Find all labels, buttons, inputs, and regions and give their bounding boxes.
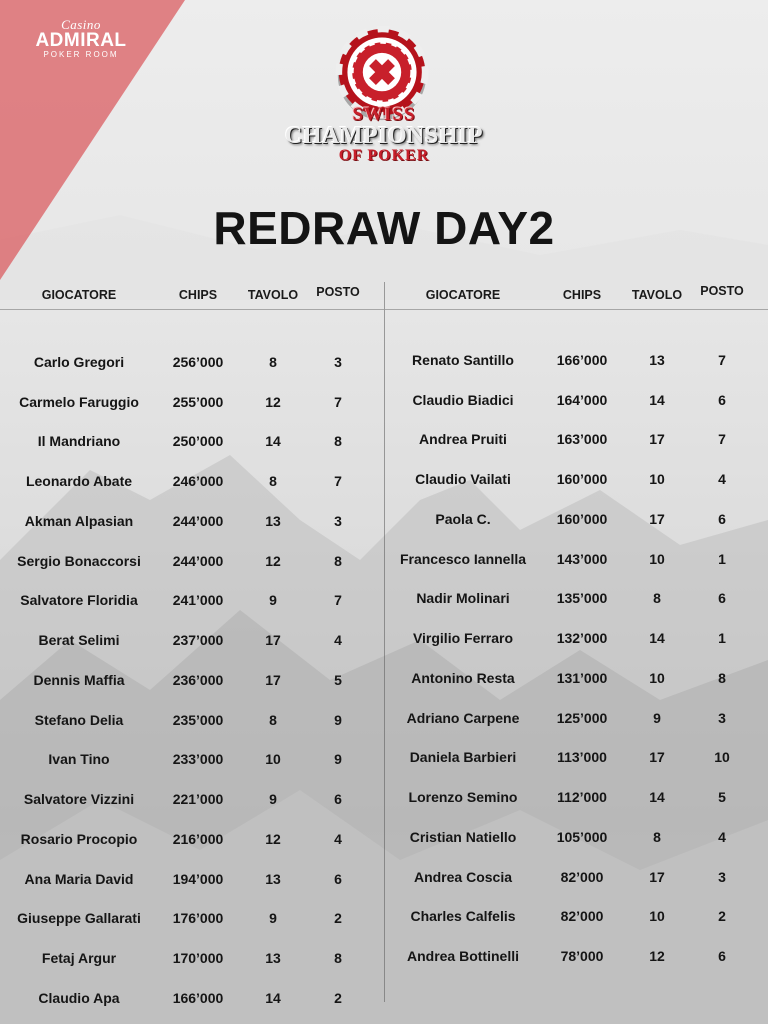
player-name: Ivan Tino: [48, 751, 110, 768]
table-row: [384, 579, 752, 619]
left-rows: [0, 342, 368, 1018]
player-chips: 246’000: [172, 473, 224, 490]
header-player: GIOCATORE: [41, 288, 117, 302]
table-row: [0, 660, 368, 700]
player-name: Nadir Molinari: [416, 590, 510, 607]
player-name: Carmelo Faruggio: [19, 393, 139, 410]
player-table: 10: [649, 471, 665, 488]
player-name: Akman Alpasian: [24, 512, 134, 529]
player-chips: 78’000: [560, 948, 604, 965]
player-table: 13: [265, 512, 281, 529]
player-chips: 255’000: [172, 393, 224, 410]
player-name: Fetaj Argur: [41, 950, 117, 967]
player-chips: 237’000: [172, 632, 224, 649]
table-row: [384, 420, 752, 460]
player-name: Leonardo Abate: [25, 473, 133, 490]
player-chips: 236’000: [172, 671, 224, 688]
player-table: 10: [649, 550, 665, 567]
player-table: 8: [269, 711, 277, 728]
player-name: Claudio Biadici: [412, 391, 514, 408]
page-title: REDRAW DAY2: [213, 202, 555, 254]
header-seat: POSTO: [316, 285, 360, 299]
player-seat: 8: [334, 433, 342, 450]
table-row: [0, 461, 368, 501]
player-name: Salvatore Vizzini: [23, 791, 135, 808]
player-seat: 7: [334, 592, 342, 609]
player-chips: 82’000: [560, 868, 604, 885]
event-line-1: SWISS: [352, 104, 416, 125]
table-row: [0, 382, 368, 422]
header-player: GIOCATORE: [425, 288, 501, 302]
player-table: 12: [265, 830, 281, 847]
player-seat: 4: [334, 830, 342, 847]
table-row: [0, 422, 368, 462]
player-name: Andrea Pruiti: [419, 431, 507, 448]
player-chips: 166’000: [556, 351, 608, 368]
table-row: [0, 819, 368, 859]
player-chips: 143’000: [556, 550, 608, 567]
table-row: [384, 539, 752, 579]
player-name: Claudio Apa: [38, 989, 120, 1006]
player-table: 17: [649, 510, 665, 527]
event-logo-text: [244, 105, 524, 164]
player-chips: 244’000: [172, 512, 224, 529]
player-chips: 244’000: [172, 552, 224, 569]
player-table: 14: [265, 433, 281, 450]
player-chips: 113’000: [557, 749, 607, 766]
player-name: Renato Santillo: [412, 351, 514, 368]
player-table: 8: [269, 353, 277, 370]
table-row: [384, 857, 752, 897]
player-table: 17: [649, 749, 665, 766]
player-seat: 4: [718, 471, 726, 488]
table-row: [0, 620, 368, 660]
player-name: Carlo Gregori: [33, 353, 125, 370]
player-table: 17: [265, 671, 281, 688]
player-name: Il Mandriano: [37, 433, 121, 450]
player-table: 12: [265, 393, 281, 410]
table-row: [384, 459, 752, 499]
casino-admiral-logo: [26, 18, 136, 60]
player-table: 8: [653, 828, 661, 845]
player-table: 10: [649, 908, 665, 925]
player-table: 9: [269, 592, 277, 609]
player-chips: 135’000: [556, 590, 608, 607]
right-rows: [384, 340, 752, 976]
player-chips: 160’000: [556, 510, 608, 527]
left-table: [0, 282, 368, 1018]
player-seat: 8: [718, 669, 726, 686]
player-table: 17: [649, 431, 665, 448]
player-name: Daniela Barbieri: [409, 749, 517, 766]
player-table: 9: [269, 910, 277, 927]
table-row: [384, 777, 752, 817]
player-name: Charles Calfelis: [410, 908, 516, 925]
player-chips: 221’000: [172, 791, 224, 808]
player-chips: 216’000: [172, 830, 224, 847]
player-table: 8: [653, 590, 661, 607]
player-seat: 6: [718, 510, 726, 527]
player-name: Andrea Coscia: [413, 868, 513, 885]
header-chips: CHIPS: [178, 288, 218, 302]
player-seat: 1: [718, 550, 726, 567]
player-table: 13: [265, 870, 281, 887]
table-row: [0, 501, 368, 541]
player-seat: 2: [334, 910, 342, 927]
table-row: [384, 340, 752, 380]
player-name: Paola C.: [435, 510, 491, 527]
player-seat: 2: [334, 989, 342, 1006]
player-table: 10: [649, 669, 665, 686]
player-chips: 164’000: [556, 391, 608, 408]
table-row: [0, 938, 368, 978]
player-table: 14: [649, 789, 665, 806]
player-name: Salvatore Floridia: [20, 592, 138, 609]
player-name: Ana Maria David: [24, 870, 134, 887]
table-row: [384, 499, 752, 539]
player-chips: 125’000: [556, 709, 608, 726]
event-line-3: OF POKER: [338, 147, 430, 164]
table-row: [0, 978, 368, 1018]
player-name: Cristian Natiello: [409, 828, 517, 845]
player-chips: 163’000: [556, 431, 608, 448]
player-name: Sergio Bonaccorsi: [17, 552, 141, 569]
table-row: [0, 859, 368, 899]
player-seat: 3: [334, 353, 342, 370]
player-seat: 3: [334, 512, 342, 529]
player-chips: 194’000: [172, 870, 224, 887]
table-row: [0, 581, 368, 621]
player-chips: 160’000: [556, 471, 608, 488]
player-table: 14: [649, 391, 665, 408]
player-table: 14: [649, 630, 665, 647]
player-seat: 9: [334, 711, 342, 728]
player-seat: 9: [334, 751, 342, 768]
player-name: Claudio Vailati: [415, 471, 511, 488]
table-row: [384, 698, 752, 738]
player-table: 13: [265, 950, 281, 967]
player-seat: 8: [334, 950, 342, 967]
player-chips: 82’000: [560, 908, 604, 925]
table-row: [384, 380, 752, 420]
player-seat: 6: [334, 791, 342, 808]
player-chips: 235’000: [172, 711, 224, 728]
header-table: TAVOLO: [247, 288, 299, 302]
table-row: [0, 740, 368, 780]
player-table: 8: [269, 473, 277, 490]
brand-casino-text: Casino: [61, 17, 101, 32]
player-table: 10: [265, 751, 281, 768]
table-row: [0, 342, 368, 382]
player-seat: 7: [334, 393, 342, 410]
table-row: [0, 700, 368, 740]
player-name: Giuseppe Gallarati: [17, 910, 141, 927]
player-seat: 3: [718, 709, 726, 726]
header-seat: POSTO: [700, 284, 744, 298]
player-table: 13: [649, 351, 665, 368]
player-seat: 7: [334, 473, 342, 490]
player-seat: 4: [718, 828, 726, 845]
player-chips: 233’000: [172, 751, 224, 768]
player-seat: 6: [334, 870, 342, 887]
player-chips: 170’000: [172, 950, 224, 967]
player-seat: 7: [718, 431, 726, 448]
player-seat: 3: [718, 868, 726, 885]
table-row: [384, 618, 752, 658]
player-name: Lorenzo Semino: [408, 789, 518, 806]
player-seat: 10: [714, 749, 730, 766]
player-seat: 7: [718, 351, 726, 368]
player-table: 17: [649, 868, 665, 885]
table-header: [0, 282, 368, 308]
player-chips: 131’000: [556, 669, 608, 686]
table-row: [384, 936, 752, 976]
player-seat: 4: [334, 632, 342, 649]
player-chips: 132’000: [556, 630, 608, 647]
header-chips: CHIPS: [562, 288, 602, 302]
player-name: Francesco Iannella: [399, 550, 527, 567]
player-seat: 6: [718, 590, 726, 607]
player-chips: 105’000: [556, 828, 608, 845]
player-chips: 112’000: [557, 789, 607, 806]
player-seat: 5: [334, 671, 342, 688]
player-table: 9: [653, 709, 661, 726]
player-chips: 256’000: [172, 353, 224, 370]
table-header: [384, 282, 752, 308]
player-seat: 6: [718, 391, 726, 408]
table-row: [384, 817, 752, 857]
event-line-2: CHAMPIONSHIP: [285, 123, 483, 149]
right-table: [384, 282, 752, 976]
table-row: [384, 897, 752, 937]
player-chips: 166’000: [172, 989, 224, 1006]
player-table: 12: [649, 948, 665, 965]
player-name: Andrea Bottinelli: [406, 948, 519, 965]
player-name: Antonino Resta: [411, 669, 515, 686]
player-name: Dennis Maffia: [33, 671, 125, 688]
player-seat: 8: [334, 552, 342, 569]
table-row: [0, 779, 368, 819]
player-seat: 5: [718, 789, 726, 806]
player-table: 14: [265, 989, 281, 1006]
player-seat: 6: [718, 948, 726, 965]
player-name: Rosario Procopio: [20, 830, 138, 847]
player-chips: 250’000: [172, 433, 224, 450]
player-name: Adriano Carpene: [406, 709, 520, 726]
player-name: Berat Selimi: [38, 632, 120, 649]
table-row: [384, 738, 752, 778]
table-row: [0, 899, 368, 939]
player-table: 12: [265, 552, 281, 569]
header-table: TAVOLO: [631, 288, 683, 302]
player-chips: 241’000: [172, 592, 224, 609]
player-name: Virgilio Ferraro: [412, 630, 514, 647]
brand-name-text: ADMIRAL: [35, 30, 127, 51]
player-name: Stefano Delia: [34, 711, 124, 728]
player-table: 9: [269, 791, 277, 808]
player-chips: 176’000: [172, 910, 224, 927]
brand-subtitle-text: POKER ROOM: [43, 50, 119, 59]
table-row: [384, 658, 752, 698]
player-seat: 1: [718, 630, 726, 647]
table-row: [0, 541, 368, 581]
player-table: 17: [265, 632, 281, 649]
player-seat: 2: [718, 908, 726, 925]
